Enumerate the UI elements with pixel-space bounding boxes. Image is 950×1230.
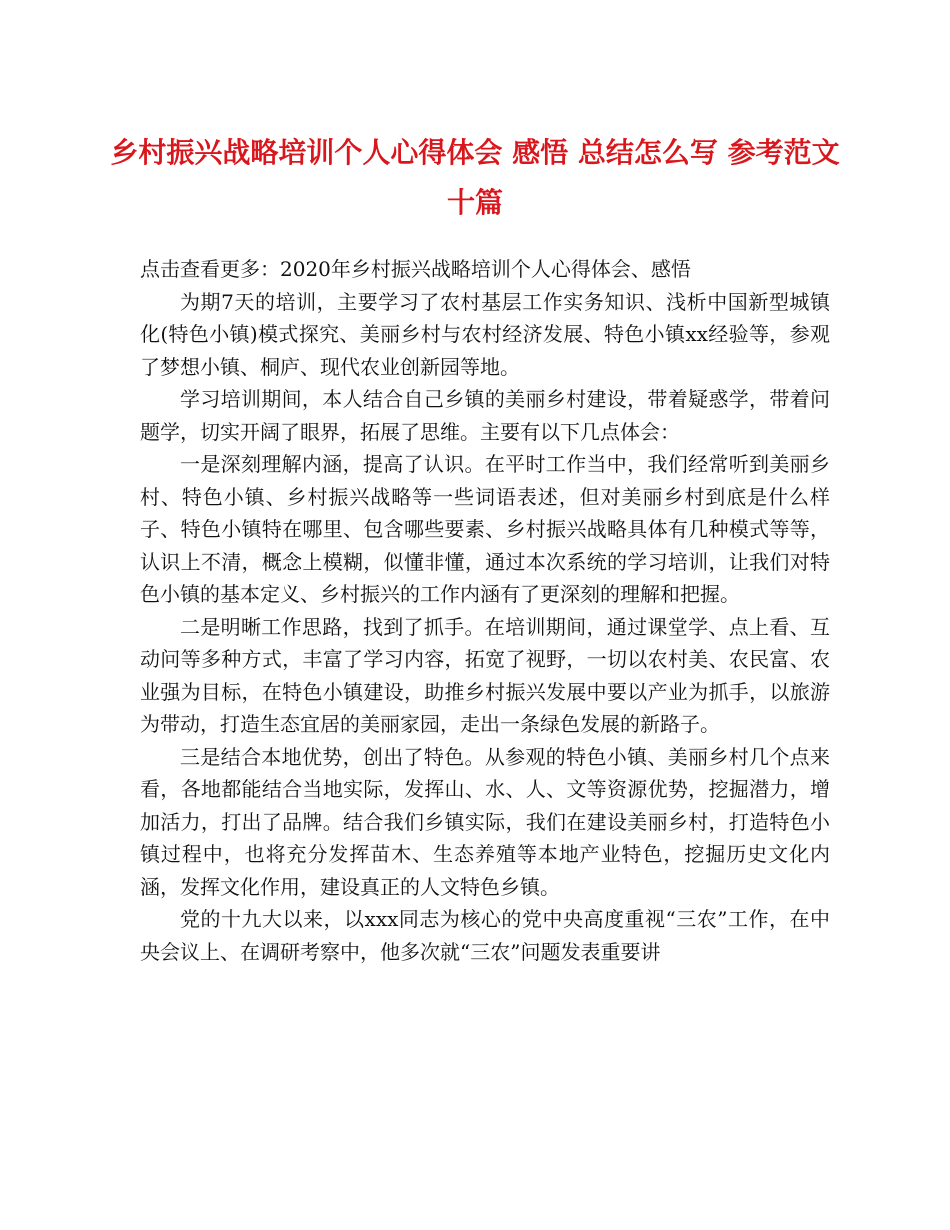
document-title: 乡村振兴战略培训个人心得体会 感悟 总结怎么写 参考范文十篇 — [110, 136, 840, 219]
paragraph-study-period: 学习培训期间，本人结合自己乡镇的美丽乡村建设，带着疑惑学，带着问题学，切实开阔了眼界，拓展了思维。主要有以下几点体会： — [140, 387, 830, 444]
paragraph-point-two: 二是明晰工作思路，找到了抓手。在培训期间，通过课堂学、点上看、互动问等多种方式，丰富了学习内容，拓宽了视野，一切以农村美、农民富、农业强为目标，在特色小镇建设，助推乡村振兴发展中要以产业为抓手，以旅游为带动，打造生态宜居的美丽家园，走出一条绿色发展的新路子。 — [140, 614, 830, 736]
paragraph-point-three: 三是结合本地优势，创出了特色。从参观的特色小镇、美丽乡村几个点来看，各地都能结合当地实际，发挥山、水、人、文等资源优势，挖掘潜力，增加活力，打出了品牌。结合我们乡镇实际，我们在建设美丽乡村，打造特色小镇过程中，也将充分发挥苗木、生态养殖等本地产业特色，挖掘历史文化内涵，发挥文化作用，建设真正的人文特色乡镇。 — [140, 744, 830, 899]
paragraph-point-one: 一是深刻理解内涵，提高了认识。在平时工作当中，我们经常听到美丽乡村、特色小镇、乡村振兴战略等一些词语表述，但对美丽乡村到底是什么样子、特色小镇特在哪里、包含哪些要素、乡村振兴战略具体有几种模式等等，认识上不清，概念上模糊，似懂非懂，通过本次系统的学习培训，让我们对特色小镇的基本定义、乡村振兴的工作内涵有了更深刻的理解和把握。 — [140, 452, 830, 606]
more-link-line: 点击查看更多：2020年乡村振兴战略培训个人心得体会、感悟 — [140, 257, 691, 281]
paragraph-party-congress: 党的十九大以来，以xxx同志为核心的党中央高度重视“三农”工作，在中央会议上、在调研考察中，他多次就“三农”问题发表重要讲 — [140, 907, 830, 964]
paragraph-training-overview: 为期7天的培训，主要学习了农村基层工作实务知识、浅析中国新型城镇化(特色小镇)模式探究、美丽乡村与农村经济发展、特色小镇xx经验等，参观了梦想小镇、桐庐、现代农业创新园等地。 — [140, 289, 830, 379]
document-body — [140, 253, 830, 968]
